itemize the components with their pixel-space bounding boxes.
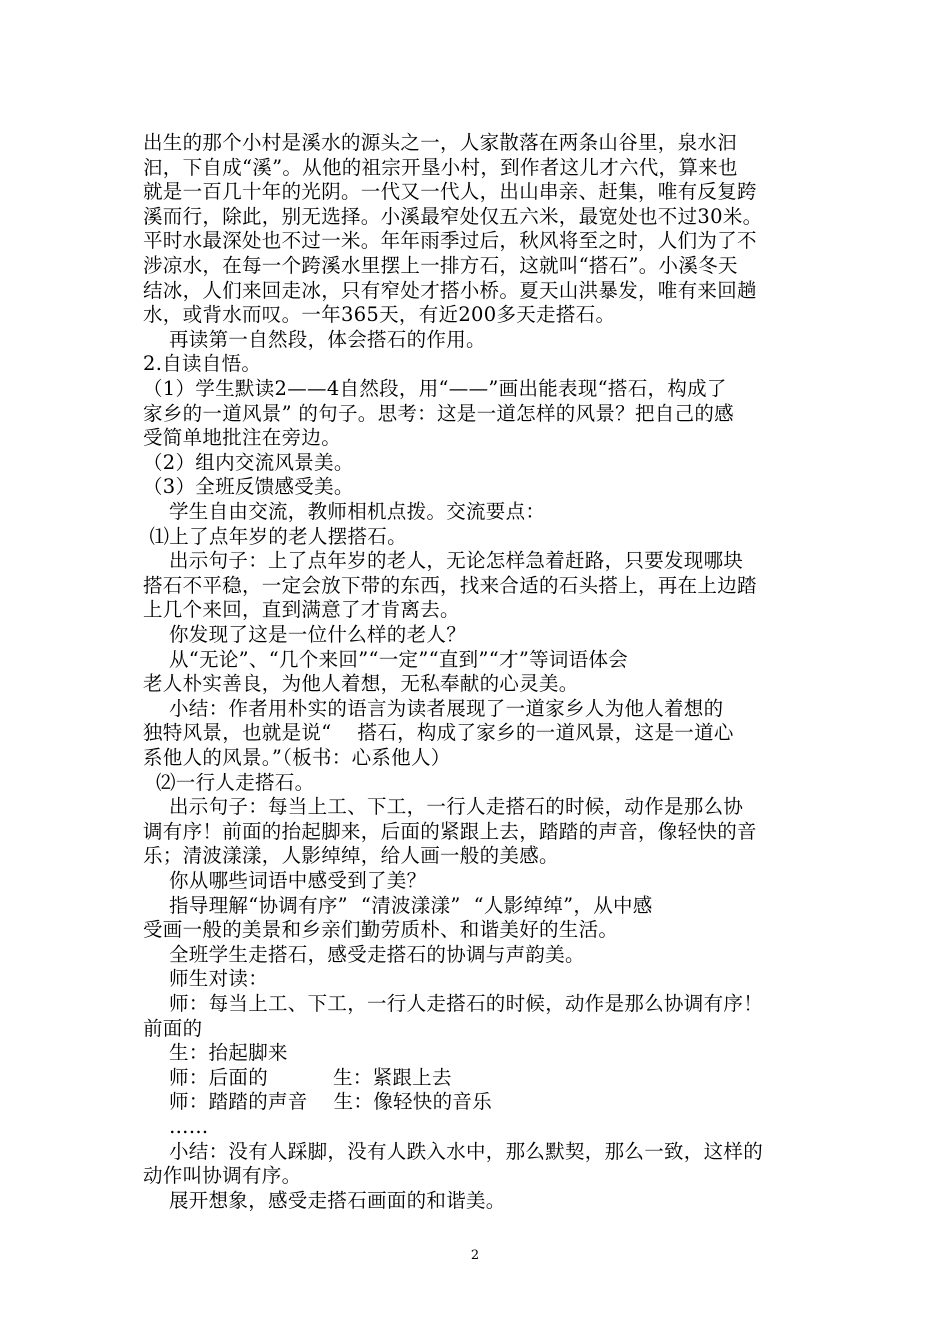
text-line: 2.自读自悟。 <box>143 352 262 376</box>
text-line: 受画一般的美景和乡亲们勤劳质朴、和谐美好的生活。 <box>143 918 619 942</box>
text-line: 独特风景，也就是说“ 搭石，构成了家乡的一道风景，这是一道心 <box>143 721 734 745</box>
text-line: 你从哪些词语中感受到了美？ <box>143 869 427 892</box>
text-line: 师：踏踏的声音 生：像轻快的音乐 <box>143 1090 492 1114</box>
text-line: 指导理解“协调有序” “清波漾漾” “人影绰绰”，从中感 <box>143 893 653 917</box>
text-line: （1）学生默读2——4自然段，用“——”画出能表现“搭石，构成了 <box>143 377 727 400</box>
text-line: 学生自由交流，教师相机点拨。交流要点： <box>143 500 546 523</box>
text-line: 出示句子：每当上工、下工，一行人走搭石的时候，动作是那么协 <box>143 795 744 819</box>
text-line: 上几个来回，直到满意了才肯离去。 <box>143 598 460 622</box>
text-line: 师：后面的 生：紧跟上去 <box>143 1065 452 1089</box>
text-line: 受简单地批注在旁边。 <box>143 426 342 450</box>
text-line: 动作叫协调有序。 <box>143 1164 302 1188</box>
text-line: 调有序！前面的抬起脚来，后面的紧跟上去，踏踏的声音，像轻快的音 <box>143 819 757 843</box>
text-line: 水，或背水而叹。一年365天，有近200多天走搭石。 <box>143 303 616 327</box>
text-line: …… <box>143 1115 209 1138</box>
text-line: 从“无论”、“几个来回”“一定”“直到”“才”等词语体会 <box>143 647 629 671</box>
text-line: 汩，下自成“溪”。从他的祖宗开垦小村，到作者这儿才六代，算来也 <box>143 155 738 179</box>
text-line: 小结：作者用朴实的语言为读者展现了一道家乡人为他人着想的 <box>143 696 724 720</box>
text-line: （2）组内交流风景美。 <box>143 450 354 474</box>
text-line: 结冰，人们来回走冰，只有窄处才搭小桥。夏天山洪暴发，唯有来回趟 <box>143 278 757 302</box>
text-line: 展开想象，感受走搭石画面的和谐美。 <box>143 1188 506 1212</box>
text-line: ⑴上了点年岁的老人摆搭石。 <box>143 524 407 548</box>
text-line: 平时水最深处也不过一米。年年雨季过后，秋风将至之时，人们为了不 <box>143 229 757 253</box>
text-line: 师生对读： <box>143 967 268 991</box>
text-line: 搭石不平稳，一定会放下带的东西，找来合适的石头搭上，再在上边踏 <box>143 573 757 597</box>
text-line: 前面的 <box>143 1016 203 1040</box>
page-number: 2 <box>470 1248 480 1263</box>
text-line: 涉凉水，在每一个跨溪水里摆上一排方石，这就叫“搭石”。小溪冬天 <box>143 254 738 277</box>
text-line: 你发现了这是一位什么样的老人？ <box>143 623 466 646</box>
text-line: 出生的那个小村是溪水的源头之一，人家散落在两条山谷里，泉水汩 <box>143 131 738 154</box>
text-line: 师：每当上工、下工，一行人走搭石的时候，动作是那么协调有序！ <box>143 992 763 1015</box>
text-line: 系他人的风景。”（板书：心系他人） <box>143 746 451 769</box>
text-line: 小结：没有人踩脚，没有人跌入水中，那么默契，那么一致，这样的 <box>143 1139 763 1163</box>
text-line: （3）全班反馈感受美。 <box>143 475 354 499</box>
text-line: 出示句子：上了点年岁的老人，无论怎样急着赶路，只要发现哪块 <box>143 549 744 573</box>
text-line: 全班学生走搭石，感受走搭石的协调与声韵美。 <box>143 942 585 966</box>
text-line: 乐；清波漾漾，人影绰绰，给人画一般的美感。 <box>143 844 559 868</box>
text-line: 老人朴实善良，为他人着想，无私奉献的心灵美。 <box>143 672 579 696</box>
text-line: 生：抬起脚来 <box>143 1041 288 1065</box>
text-line: 家乡的一道风景” 的句子。思考：这是一道怎样的风景？把自己的感 <box>143 401 734 425</box>
text-line: ⑵一行人走搭石。 <box>143 770 315 794</box>
text-line: 溪而行，除此，别无选择。小溪最窄处仅五六米，最宽处也不过30米。 <box>143 204 763 228</box>
text-line: 就是一百几十年的光阴。一代又一代人，出山串亲、赶集，唯有反复跨 <box>143 180 757 204</box>
text-line: 再读第一自然段，体会搭石的作用。 <box>143 327 486 351</box>
